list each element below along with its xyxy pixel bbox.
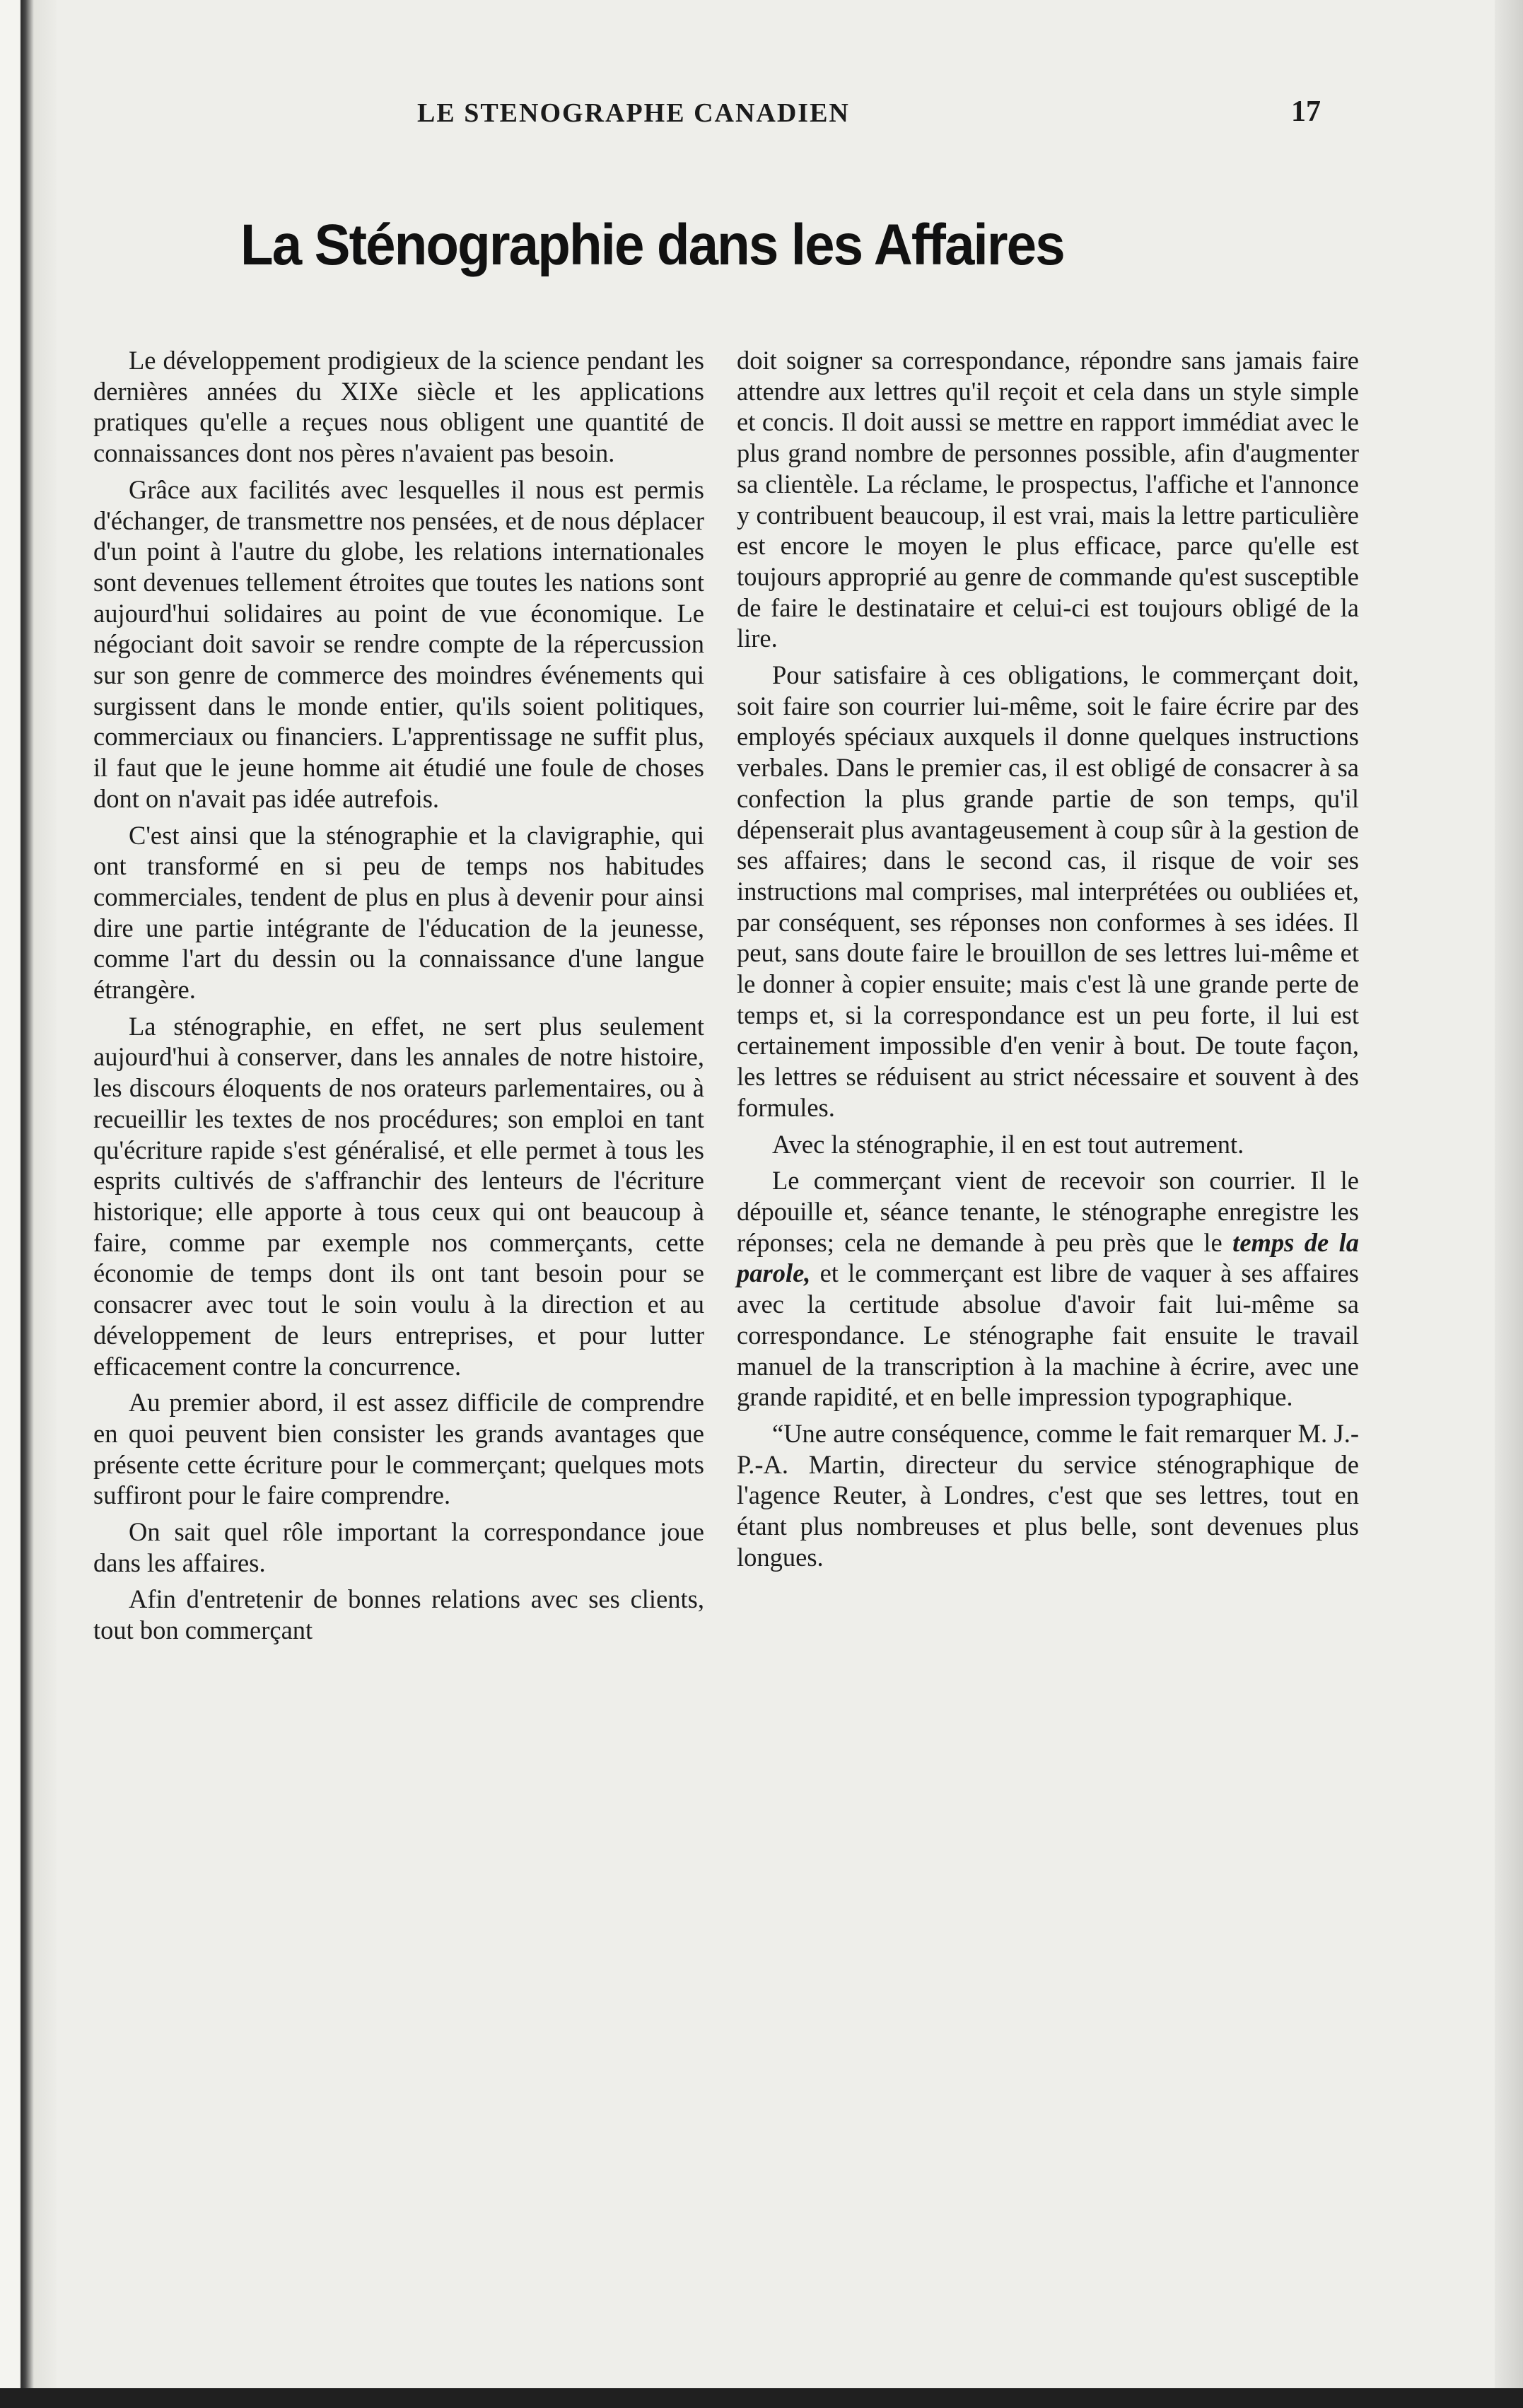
paragraph: “Une autre conséquence, comme le fait remarquer M. J.-P.-A. Martin, directeur du service sténographique de l'agence Reuter, à Londres, c'est que ses lettres, tout en étant plus nombreuses et plus belle, sont devenues plus longues. <box>737 1418 1359 1572</box>
page-binding-edge <box>0 0 57 2408</box>
left-column <box>93 345 704 1646</box>
paragraph-text: Le commerçant vient de recevoir son courrier. Il le dépouille et, séance tenante, le sténographe enregistre les réponses; cela ne demande à peu près que le <box>737 1166 1359 1257</box>
page-right-edge <box>1495 0 1523 2408</box>
paragraph: Avec la sténographie, il en est tout autrement. <box>772 1129 1244 1159</box>
running-header <box>0 95 1523 140</box>
paragraph: Pour satisfaire à ces obligations, le commerçant doit, soit faire son courrier lui-même, soit le faire écrire par des employés spéciaux auxquels il donne quelques instructions verbales. Dans le premier cas, il est obligé de consacrer à sa confection la plus grande partie de son temps, qu'il dépenserait plus avantageusement à coup sûr à la gestion de ses affaires; dans le second cas, il risque de voir ses instructions mal comprises, mal interprétées ou oubliées et, par conséquent, ses réponses non conformes à ses idées. Il peut, sans doute faire le brouillon de ses lettres lui-même et le donner à copier ensuite; mais c'est là une grande perte de temps et, si la correspondance est un peu forte, il lui est certainement impossible d'en venir à bout. De toute façon, les lettres se réduisent au strict nécessaire et souvent à des formules. <box>737 660 1359 1122</box>
page-bottom-edge <box>0 2388 1523 2408</box>
paragraph: On sait quel rôle important la correspondance joue dans les affaires. <box>93 1517 704 1577</box>
paragraph: Afin d'entretenir de bonnes relations avec ses clients, tout bon commerçant <box>93 1584 704 1645</box>
paragraph: C'est ainsi que la sténographie et la clavigraphie, qui ont transformé en si peu de temps nos habitudes commerciales, tendent de plus en plus à devenir pour ainsi dire une partie intégrante de l'éducation de la jeunesse, comme l'art du dessin ou la connaissance d'une langue étrangère. <box>93 820 704 1005</box>
italic-phrase: temps de la parole, <box>737 1227 1360 1288</box>
paragraph: Le développement prodigieux de la science pendant les dernières années du XIXe siècle et les applications pratiques qu'elle a reçues nous obligent une quantité de connaissances dont nos pères n'avaient pas besoin. <box>93 346 704 468</box>
paragraph <box>737 1165 1359 1413</box>
paragraph: Grâce aux facilités avec lesquelles il nous est permis d'échanger, de transmettre nos pensées, et de nous déplacer d'un point à l'autre du globe, les relations internationales sont devenues tellement étroites que toutes les nations sont aujourd'hui solidaires au point de vue économique. Le négociant doit savoir se rendre compte de la répercussion sur son genre de commerce des moindres événements qui surgissent dans le monde entier, qu'ils soient politiques, commerciaux ou financiers. L'apprentissage ne suffit plus, il faut que le jeune homme ait étudié une foule de choses dont on n'avait pas idée autrefois. <box>93 474 704 813</box>
paragraph-text: et le commerçant est libre de vaquer à ses affaires avec la certitude absolue d'avoir fait lui-même sa correspondance. Le sténographe fait ensuite le travail manuel de la transcription à la machine à écrire, avec une grande rapidité, et en belle impression typographique. <box>737 1258 1359 1412</box>
paragraph: La sténographie, en effet, ne sert plus seulement aujourd'hui à conserver, dans les annales de notre histoire, les discours éloquents de nos orateurs parlementaires, ou à recueillir les textes de nos procédures; son emploi en tant qu'écriture rapide s'est généralisé, et elle permet à tous les esprits cultivés de s'affranchir des lenteurs de l'écriture historique; elle apporte à tous ceux qui ont beaucoup à faire, comme par exemple nos commerçants, cette économie de temps dont ils ont tant besoin pour se consacrer avec tout le soin voulu à la direction et au développement de leurs entreprises, et pour lutter efficacement contre la concurrence. <box>93 1011 704 1381</box>
page-number: 17 <box>1291 95 1321 128</box>
right-column <box>737 345 1359 1572</box>
paragraph: Au premier abord, il est assez difficile de comprendre en quoi peuvent bien consister les grands avantages que présente cette écriture pour le commerçant; quelques mots suffiront pour le faire comprendre. <box>93 1388 704 1510</box>
paragraph: doit soigner sa correspondance, répondre sans jamais faire attendre aux lettres qu'il reçoit et cela dans un style simple et concis. Il doit aussi se mettre en rapport immédiat avec le plus grand nombre de personnes possible, afin d'augmenter sa clientèle. La réclame, le prospectus, l'affiche et l'annonce y contribuent beaucoup, il est vrai, mais la lettre particulière est encore le moyen le plus efficace, parce qu'elle est toujours approprié au genre de commande qu'est susceptible de faire le destinataire et celui-ci est toujours obligé de la lire. <box>737 346 1359 653</box>
journal-title: LE STENOGRAPHE CANADIEN <box>417 98 850 128</box>
article-title: La Sténographie dans les Affaires <box>240 213 1064 277</box>
